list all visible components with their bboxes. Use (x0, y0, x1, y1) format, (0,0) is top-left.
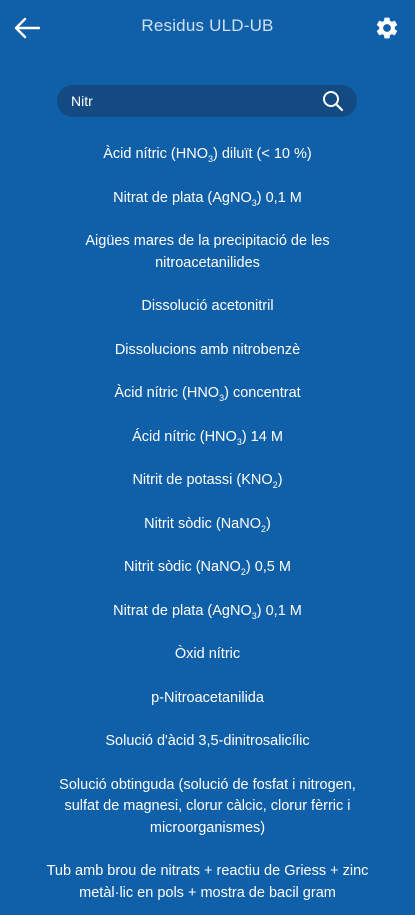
result-item[interactable]: Solució obtinguda (solució de fosfat i nitrogen, sulfat de magnesi, clorur càlcic, clorur fèrric i microorganismes) (59, 776, 356, 836)
search-input[interactable] (71, 85, 311, 117)
search-bar (57, 85, 357, 117)
settings-button[interactable] (373, 14, 401, 42)
result-item[interactable]: Àcid nítric $(HNO_3)$ concentrat (114, 385, 301, 403)
search-icon (322, 90, 344, 112)
gear-icon (374, 15, 400, 41)
result-item[interactable]: Dissolucions amb nitrobenzè (114, 341, 301, 358)
app-bar (0, 0, 415, 56)
result-item[interactable]: Nitrat de plata (AgNO$_3$) 0,1 M (113, 602, 302, 621)
result-item[interactable]: Dissolució acetonitril (141, 298, 274, 314)
results-list (0, 133, 415, 915)
result-item[interactable]: p-Nitroacetanilida (151, 689, 264, 706)
app-title: Residus ULD-UB (141, 16, 274, 35)
result-item[interactable]: Òxid nítric (174, 646, 241, 662)
result-item[interactable]: Nitrat de plata (AgNO$_3$) 0,1 M (113, 189, 302, 208)
result-item[interactable]: Ácid nítric $(HNO_3)$ 14 M (132, 428, 283, 447)
result-item[interactable]: Solució d'àcid 3,5-dinitrosalicílic (105, 733, 310, 749)
result-item[interactable]: Tub amb brou de nitrats + reactiu de Griess + zinc metàl·lic en pols + mostra de bacil gram (46, 863, 369, 901)
result-item[interactable]: Nitrit de potassi $(KNO_2)$ (132, 472, 283, 490)
result-item[interactable]: Nitrit sòdic (NaNO$_2$) 0,5 M (124, 559, 291, 577)
result-item[interactable]: Nitrit sòdic (NaNO$_2$) (144, 515, 271, 534)
search-button[interactable] (321, 89, 345, 113)
result-item[interactable]: Àcid nítric $(HNO_3)$ diluït (< 10 %) (103, 146, 312, 164)
result-item[interactable]: Aigües mares de la precipitació de les nitroacetanilides (85, 233, 330, 271)
